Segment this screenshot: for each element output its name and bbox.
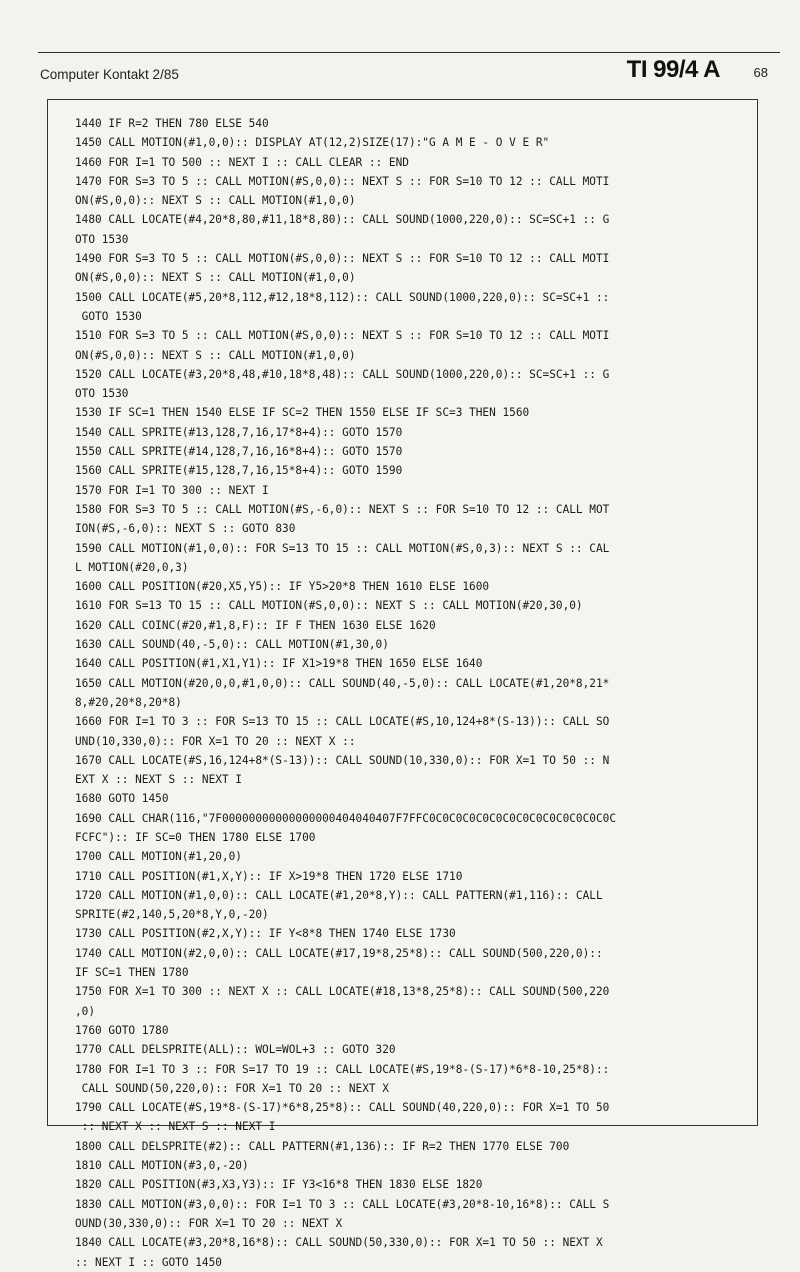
code-line: 1840 CALL LOCATE(#3,20*8,16*8):: CALL SOUND(50,330,0):: FOR X=1 TO 50 :: NEXT X (75, 1236, 603, 1250)
code-line: 1450 CALL MOTION(#1,0,0):: DISPLAY AT(12,2)SIZE(17):"G A M E - O V E R" (75, 136, 550, 150)
code-line: IF SC=1 THEN 1780 (75, 966, 189, 980)
code-line: ON(#S,0,0):: NEXT S :: CALL MOTION(#1,0,0) (75, 194, 356, 208)
code-line: 1470 FOR S=3 TO 5 :: CALL MOTION(#S,0,0):: NEXT S :: FOR S=10 TO 12 :: CALL MOTI (75, 174, 610, 188)
code-line: 1660 FOR I=1 TO 3 :: FOR S=13 TO 15 :: CALL LOCATE(#S,10,124+8*(S-13)):: CALL SO (75, 715, 610, 729)
code-line: 1630 CALL SOUND(40,-5,0):: CALL MOTION(#1,30,0) (75, 638, 389, 652)
code-line: 1650 CALL MOTION(#20,0,0,#1,0,0):: CALL SOUND(40,-5,0):: CALL LOCATE(#1,20*8,21* (75, 676, 610, 690)
code-line: 1670 CALL LOCATE(#S,16,124+8*(S-13)):: CALL SOUND(10,330,0):: FOR X=1 TO 50 :: N (75, 753, 610, 767)
code-line: 1820 CALL POSITION(#3,X3,Y3):: IF Y3<16*8 THEN 1830 ELSE 1820 (75, 1178, 483, 1192)
code-line: 1480 CALL LOCATE(#4,20*8,80,#11,18*8,80):: CALL SOUND(1000,220,0):: SC=SC+1 :: G (75, 213, 610, 227)
code-line: OTO 1530 (75, 232, 129, 246)
code-line: 1830 CALL MOTION(#3,0,0):: FOR I=1 TO 3 :: CALL LOCATE(#3,20*8-10,16*8):: CALL S (75, 1197, 610, 1211)
code-line: 1640 CALL POSITION(#1,X1,Y1):: IF X1>19*8 THEN 1650 ELSE 1640 (75, 657, 483, 671)
code-line: 1620 CALL COINC(#20,#1,8,F):: IF F THEN 1630 ELSE 1620 (75, 618, 436, 632)
system-title: TI 99/4 A (626, 56, 720, 83)
code-line: ION(#S,-6,0):: NEXT S :: GOTO 830 (75, 522, 296, 536)
code-line: 1720 CALL MOTION(#1,0,0):: CALL LOCATE(#1,20*8,Y):: CALL PATTERN(#1,116):: CALL (75, 888, 603, 902)
code-line: 1690 CALL CHAR(116,"7F00000000000000000404040407F7FFC0C0C0C0C0C0C0C0C0C0C0C0C0C0C (75, 811, 616, 825)
code-line: 1770 CALL DELSPRITE(ALL):: WOL=WOL+3 :: GOTO 320 (75, 1043, 396, 1057)
code-line: 1500 CALL LOCATE(#5,20*8,112,#12,18*8,112):: CALL SOUND(1000,220,0):: SC=SC+1 :: (75, 290, 610, 304)
code-line: OTO 1530 (75, 387, 129, 401)
code-line: FCFC"):: IF SC=0 THEN 1780 ELSE 1700 (75, 830, 316, 844)
code-line: 1740 CALL MOTION(#2,0,0):: CALL LOCATE(#17,19*8,25*8):: CALL SOUND(500,220,0):: (75, 946, 603, 960)
code-line: 1700 CALL MOTION(#1,20,0) (75, 850, 242, 864)
code-line: :: NEXT I :: GOTO 1450 (75, 1255, 222, 1269)
code-line: 1600 CALL POSITION(#20,X5,Y5):: IF Y5>20*8 THEN 1610 ELSE 1600 (75, 580, 490, 594)
code-line: :: NEXT X :: NEXT S :: NEXT I (75, 1120, 276, 1134)
code-line: 1580 FOR S=3 TO 5 :: CALL MOTION(#S,-6,0):: NEXT S :: FOR S=10 TO 12 :: CALL MOT (75, 502, 610, 516)
code-line: 1530 IF SC=1 THEN 1540 ELSE IF SC=2 THEN 1550 ELSE IF SC=3 THEN 1560 (75, 406, 530, 420)
code-line: ,0) (75, 1004, 96, 1018)
code-line: GOTO 1530 (75, 309, 142, 323)
code-line: 1560 CALL SPRITE(#15,128,7,16,15*8+4):: GOTO 1590 (75, 464, 403, 478)
code-line: UND(10,330,0):: FOR X=1 TO 20 :: NEXT X :: (75, 734, 356, 748)
code-line: 1790 CALL LOCATE(#S,19*8-(S-17)*6*8,25*8):: CALL SOUND(40,220,0):: FOR X=1 TO 50 (75, 1101, 610, 1115)
code-line: 1730 CALL POSITION(#2,X,Y):: IF Y<8*8 THEN 1740 ELSE 1730 (75, 927, 456, 941)
code-line: 1540 CALL SPRITE(#13,128,7,16,17*8+4):: GOTO 1570 (75, 425, 403, 439)
code-line: CALL SOUND(50,220,0):: FOR X=1 TO 20 :: NEXT X (75, 1081, 389, 1095)
code-line: 1710 CALL POSITION(#1,X,Y):: IF X>19*8 THEN 1720 ELSE 1710 (75, 869, 463, 883)
code-line: 1570 FOR I=1 TO 300 :: NEXT I (75, 483, 269, 497)
code-line: EXT X :: NEXT S :: NEXT I (75, 773, 242, 787)
page-header (40, 58, 780, 88)
code-line: 1550 CALL SPRITE(#14,128,7,16,16*8+4):: GOTO 1570 (75, 445, 403, 459)
code-line: 1520 CALL LOCATE(#3,20*8,48,#10,18*8,48):: CALL SOUND(1000,220,0):: SC=SC+1 :: G (75, 367, 610, 381)
code-line: 1680 GOTO 1450 (75, 792, 169, 806)
code-line: 1460 FOR I=1 TO 500 :: NEXT I :: CALL CLEAR :: END (75, 155, 409, 169)
code-line: 1510 FOR S=3 TO 5 :: CALL MOTION(#S,0,0):: NEXT S :: FOR S=10 TO 12 :: CALL MOTI (75, 329, 610, 343)
code-line: 1800 CALL DELSPRITE(#2):: CALL PATTERN(#1,136):: IF R=2 THEN 1770 ELSE 700 (75, 1139, 570, 1153)
code-line: OUND(30,330,0):: FOR X=1 TO 20 :: NEXT X (75, 1216, 343, 1230)
code-line: 1750 FOR X=1 TO 300 :: NEXT X :: CALL LOCATE(#18,13*8,25*8):: CALL SOUND(500,220 (75, 985, 610, 999)
code-line: 1490 FOR S=3 TO 5 :: CALL MOTION(#S,0,0):: NEXT S :: FOR S=10 TO 12 :: CALL MOTI (75, 252, 610, 266)
code-line: 1610 FOR S=13 TO 15 :: CALL MOTION(#S,0,0):: NEXT S :: CALL MOTION(#20,30,0) (75, 599, 583, 613)
magazine-title: Computer Kontakt 2/85 (40, 67, 179, 82)
top-rule (38, 52, 780, 53)
code-line: ON(#S,0,0):: NEXT S :: CALL MOTION(#1,0,0) (75, 271, 356, 285)
page-number: 68 (753, 65, 768, 80)
code-line: 1760 GOTO 1780 (75, 1023, 169, 1037)
code-line: 8,#20,20*8,20*8) (75, 695, 182, 709)
code-line: 1440 IF R=2 THEN 780 ELSE 540 (75, 117, 269, 130)
code-line: 1780 FOR I=1 TO 3 :: FOR S=17 TO 19 :: CALL LOCATE(#S,19*8-(S-17)*6*8-10,25*8):: (75, 1062, 610, 1076)
code-line: 1590 CALL MOTION(#1,0,0):: FOR S=13 TO 15 :: CALL MOTION(#S,0,3):: NEXT S :: CAL (75, 541, 610, 555)
code-line: L MOTION(#20,0,3) (75, 560, 189, 574)
program-listing (75, 114, 740, 1272)
code-line: 1810 CALL MOTION(#3,0,-20) (75, 1159, 249, 1173)
code-line: SPRITE(#2,140,5,20*8,Y,0,-20) (75, 908, 269, 922)
program-listing-box (47, 99, 758, 1269)
code-line: ON(#S,0,0):: NEXT S :: CALL MOTION(#1,0,0) (75, 348, 356, 362)
